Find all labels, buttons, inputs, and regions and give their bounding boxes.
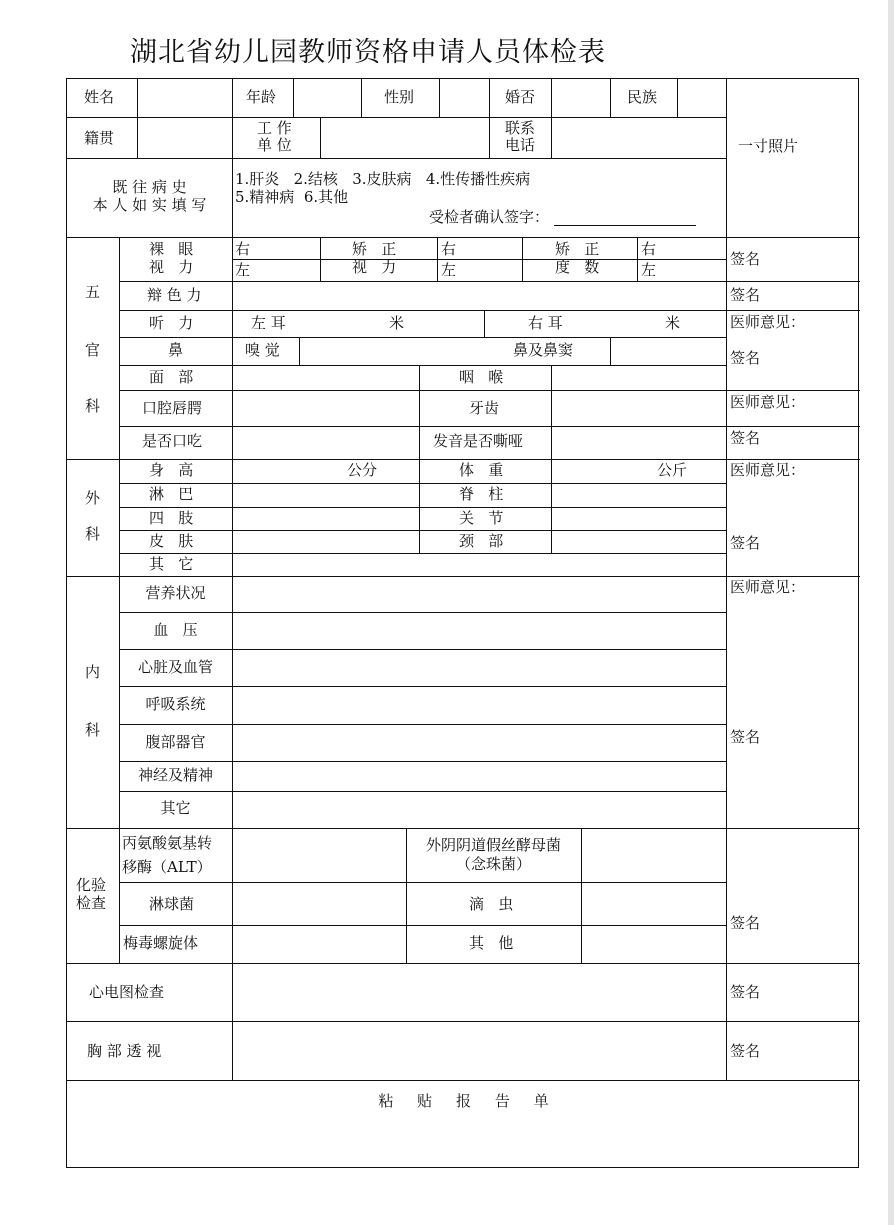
left-ear-label: 左 耳: [251, 314, 286, 332]
internal-item: 心脏及血管: [137, 658, 213, 676]
col-line: [610, 79, 611, 117]
col-line: [437, 237, 438, 281]
lab-other-label: 其 他: [469, 934, 514, 952]
marital-label: 婚否: [505, 88, 536, 106]
dept-lab: 检查: [76, 894, 107, 912]
ecg-label: 心电图检查: [89, 983, 165, 1001]
ethnicity-field[interactable]: [679, 81, 723, 115]
weight-label: 体 重: [459, 461, 504, 479]
ethnicity-label: 民族: [627, 88, 658, 106]
line: [119, 761, 727, 762]
right-eye-label: 右: [641, 240, 657, 258]
line: [119, 553, 727, 554]
gonorrhea-label: 淋球菌: [149, 895, 195, 913]
left-eye-label: 左: [235, 261, 251, 279]
alt-label: 移酶（ALT）: [122, 858, 212, 876]
line: [119, 507, 727, 508]
internal-item: 呼吸系统: [145, 695, 206, 713]
col-line: [419, 365, 420, 459]
dept-facial: 五: [85, 283, 101, 301]
sinus-label: 鼻及鼻窦: [513, 341, 574, 359]
hearing-label: 听 力: [149, 314, 194, 332]
stutter-label: 是否口吃: [142, 432, 203, 450]
dept-lab: 化验: [76, 876, 107, 894]
dept-internal: 科: [85, 721, 101, 739]
line: [119, 791, 727, 792]
photo-slot: 一寸照片: [738, 137, 799, 155]
col-line: [551, 365, 552, 459]
dept-surgery: 外: [85, 489, 101, 507]
line: [119, 686, 727, 687]
photo-divider: [726, 79, 727, 1081]
teeth-label: 牙齿: [469, 399, 500, 417]
col-line: [320, 237, 321, 281]
col-line: [610, 337, 611, 365]
alt-label: 丙氨酸氨基转: [122, 834, 213, 852]
page-edge: [888, 0, 894, 1225]
examinee-signature-line[interactable]: [554, 225, 696, 226]
line: [67, 963, 860, 964]
medical-history-label: 既 往 病 史: [112, 178, 187, 196]
hoarse-label: 发音是否嘶哑: [433, 432, 524, 450]
internal-item: 其它: [160, 799, 191, 817]
row-line: [67, 237, 860, 238]
kg-unit: 公斤: [657, 461, 688, 479]
col-line: [637, 237, 638, 281]
trichomonas-label: 滴 虫: [469, 895, 514, 913]
col-line: [299, 337, 300, 365]
disease-options: 1.肝炎 2.结核 3.皮肤病 4.性传播性疾病: [235, 170, 531, 188]
col-line: [361, 79, 362, 117]
color-vision-label: 辩 色 力: [147, 286, 202, 304]
candida-label: （念珠菌）: [455, 855, 531, 873]
joints-label: 关 节: [459, 509, 504, 527]
doctor-signature[interactable]: 签名: [730, 914, 761, 932]
oral-label: 口腔唇腭: [142, 399, 203, 417]
work-unit-label: 单 位: [257, 136, 292, 154]
lymph-label: 淋 巴: [149, 485, 194, 503]
col-line: [522, 237, 523, 281]
col-line: [489, 79, 490, 117]
name-label: 姓名: [84, 88, 115, 106]
contact-field[interactable]: [553, 120, 723, 156]
line: [119, 281, 860, 282]
neck-label: 颈 部: [459, 532, 504, 550]
other-label: 其 它: [149, 555, 194, 573]
age-field[interactable]: [295, 81, 357, 115]
line: [119, 724, 727, 725]
native-label: 籍贯: [84, 129, 115, 147]
corrected-label: 矫 正: [352, 240, 397, 258]
face-label: 面 部: [149, 368, 194, 386]
skin-label: 皮 肤: [149, 532, 194, 550]
internal-item: 血 压: [153, 621, 198, 639]
age-label: 年龄: [246, 88, 277, 106]
internal-item: 神经及精神: [137, 766, 213, 784]
dept-internal: 内: [85, 663, 101, 681]
left-eye-label: 左: [441, 261, 457, 279]
meter-unit: 米: [665, 314, 681, 332]
doctor-opinion: 医师意见：: [730, 578, 806, 596]
col-line: [119, 237, 120, 579]
line: [119, 310, 860, 311]
height-label: 身 高: [149, 461, 194, 479]
corrected-label: 视 力: [352, 258, 397, 276]
line: [119, 882, 727, 883]
naked-eye-label: 裸 眼: [149, 240, 194, 258]
line: [119, 649, 727, 650]
throat-label: 咽 喉: [459, 368, 504, 386]
line: [67, 1080, 860, 1081]
chest-xray-label: 胸 部 透 视: [87, 1042, 162, 1060]
line: [119, 426, 860, 427]
contact-label: 联系: [505, 119, 536, 137]
naked-eye-label: 视 力: [149, 258, 194, 276]
correction-degree-label: 矫 正: [555, 240, 600, 258]
meter-unit: 米: [389, 314, 405, 332]
examinee-signature-label: 受检者确认签字：: [429, 208, 550, 226]
line: [67, 828, 860, 829]
label-divider: [232, 79, 233, 1081]
doctor-signature[interactable]: 签名: [730, 286, 761, 304]
col-line: [119, 828, 120, 963]
row-line: [67, 158, 727, 159]
work-unit-field[interactable]: [323, 120, 486, 156]
doctor-signature[interactable]: 签名: [730, 728, 761, 746]
report-paste-area: 粘 贴 报 告 单: [378, 1092, 549, 1110]
right-eye-label: 右: [235, 240, 251, 258]
physical-exam-form: [66, 78, 859, 1168]
line: [119, 337, 727, 338]
line: [119, 390, 860, 391]
col-line: [320, 117, 321, 158]
cm-unit: 公分: [347, 461, 378, 479]
doctor-opinion: 医师意见：: [730, 461, 806, 479]
line: [67, 1021, 860, 1022]
doctor-signature[interactable]: 签名: [730, 250, 761, 268]
doctor-opinion: 医师意见：: [730, 313, 806, 331]
doctor-signature[interactable]: 签名: [730, 349, 761, 367]
col-line: [489, 117, 490, 158]
smell-label: 嗅 觉: [245, 341, 280, 359]
limbs-label: 四 肢: [149, 509, 194, 527]
line: [119, 612, 727, 613]
doctor-signature[interactable]: 签名: [730, 534, 761, 552]
nose-label: 鼻: [168, 341, 184, 359]
col-line: [484, 310, 485, 337]
col-line: [551, 459, 552, 553]
line: [119, 365, 727, 366]
spine-label: 脊 柱: [459, 485, 504, 503]
doctor-signature[interactable]: 签名: [730, 983, 761, 1001]
doctor-opinion: 医师意见：: [730, 393, 806, 411]
right-eye-label: 右: [441, 240, 457, 258]
line: [119, 483, 727, 484]
doctor-signature[interactable]: 签名: [730, 1042, 761, 1060]
left-eye-label: 左: [641, 261, 657, 279]
dept-facial: 官: [85, 341, 101, 359]
disease-options: 5.精神病 6.其他: [235, 188, 349, 206]
marital-field[interactable]: [553, 81, 608, 115]
row-line: [67, 117, 727, 118]
col-line: [581, 828, 582, 963]
internal-item: 营养状况: [145, 584, 206, 602]
doctor-signature[interactable]: 签名: [730, 429, 761, 447]
contact-label: 电话: [505, 136, 536, 154]
dept-surgery: 科: [85, 525, 101, 543]
col-line: [419, 459, 420, 553]
syphilis-label: 梅毒螺旋体: [123, 934, 199, 952]
gender-label: 性别: [384, 88, 415, 106]
native-field[interactable]: [139, 120, 229, 156]
dept-facial: 科: [85, 397, 101, 415]
internal-item: 腹部器官: [145, 733, 206, 751]
medical-history-label: 本 人 如 实 填 写: [92, 196, 207, 214]
form-title: 湖北省幼儿园教师资格申请人员体检表: [130, 37, 606, 68]
line: [119, 925, 727, 926]
work-unit-label: 工 作: [257, 119, 292, 137]
correction-degree-label: 度 数: [555, 258, 600, 276]
line: [119, 530, 727, 531]
right-ear-label: 右 耳: [528, 314, 563, 332]
candida-label: 外阴阴道假丝酵母菌: [425, 836, 561, 854]
gender-field[interactable]: [441, 81, 487, 115]
